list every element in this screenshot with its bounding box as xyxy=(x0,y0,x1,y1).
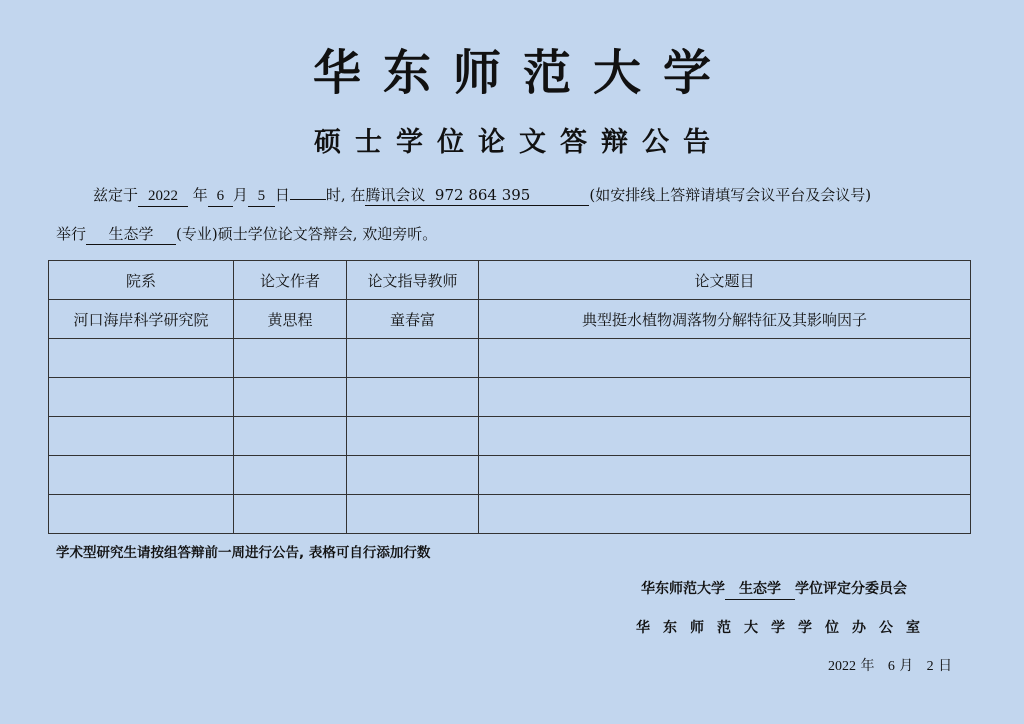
table-cell xyxy=(479,378,971,417)
table-cell: 童春富 xyxy=(347,300,479,339)
announcement-major: 生态学 xyxy=(86,225,176,245)
date-day-unit: 日 xyxy=(938,658,953,674)
announcement-major-hint: (专业)硕士学位论文答辩会, 欢迎旁听。 xyxy=(176,225,438,243)
header-advisor: 论文指导教师 xyxy=(347,261,479,300)
table-cell xyxy=(49,378,234,417)
date-year-unit: 年 xyxy=(860,658,875,674)
announcement-line-major xyxy=(56,223,437,245)
header-author: 论文作者 xyxy=(234,261,347,300)
table-cell xyxy=(347,495,479,534)
table-cell xyxy=(234,339,347,378)
table-cell xyxy=(49,339,234,378)
committee-prefix: 华东师范大学 xyxy=(641,581,725,597)
table-cell xyxy=(479,495,971,534)
table-row xyxy=(49,417,971,456)
announcement-prefix: 兹定于 xyxy=(93,186,139,204)
date-month: 6 xyxy=(887,659,895,674)
date-year: 2022 xyxy=(828,659,856,674)
announcement-venue: 腾讯会议 972 864 395 xyxy=(365,186,589,206)
table-cell: 典型挺水植物凋落物分解特征及其影响因子 xyxy=(479,300,971,339)
announcement-day: 5 xyxy=(248,187,275,207)
committee-major: 生态学 xyxy=(725,580,795,600)
table-cell: 黄思程 xyxy=(234,300,347,339)
announcement-hour-unit: 时, 在 xyxy=(325,186,366,204)
table-row xyxy=(49,300,971,339)
table-cell xyxy=(49,495,234,534)
committee-suffix: 学位评定分委员会 xyxy=(795,581,907,597)
table-cell: 河口海岸科学研究院 xyxy=(49,300,234,339)
committee-signature xyxy=(641,578,907,600)
table-cell xyxy=(49,456,234,495)
announcement-month-unit: 月 xyxy=(232,186,248,204)
table-header-row xyxy=(49,261,971,300)
table-row xyxy=(49,456,971,495)
signature-date xyxy=(828,655,952,675)
table-row xyxy=(49,378,971,417)
announcement-month: 6 xyxy=(208,187,233,207)
office-signature: 华东师范大学学位办公室 xyxy=(636,620,933,636)
announcement-day-unit: 日 xyxy=(274,186,290,204)
announcement-venue-hint: (如安排线上答辩请填写会议平台及会议号) xyxy=(589,186,872,204)
footer-note: 学术型研究生请按组答辩前一周进行公告, 表格可自行添加行数 xyxy=(56,545,431,561)
notice-title: 硕士学位论文答辩公告 xyxy=(314,127,724,158)
announcement-year: 2022 xyxy=(138,187,188,207)
announcement-year-unit: 年 xyxy=(192,186,208,204)
table-cell xyxy=(479,417,971,456)
table-cell xyxy=(479,456,971,495)
table-cell xyxy=(347,417,479,456)
table-cell xyxy=(479,339,971,378)
date-day: 2 xyxy=(926,659,934,674)
announcement-line-date xyxy=(93,184,871,207)
table-cell xyxy=(49,417,234,456)
date-month-unit: 月 xyxy=(899,658,914,674)
table-cell xyxy=(347,456,479,495)
university-title: 华东师范大学 xyxy=(312,45,733,101)
thesis-table xyxy=(48,260,971,534)
announcement-held-prefix: 举行 xyxy=(56,225,87,243)
table-row xyxy=(49,495,971,534)
announcement-hour xyxy=(290,199,326,200)
header-thesis-title: 论文题目 xyxy=(479,261,971,300)
table-cell xyxy=(234,417,347,456)
table-cell xyxy=(234,456,347,495)
table-cell xyxy=(234,378,347,417)
table-row xyxy=(49,339,971,378)
table-cell xyxy=(347,339,479,378)
table-cell xyxy=(347,378,479,417)
header-department: 院系 xyxy=(49,261,234,300)
table-cell xyxy=(234,495,347,534)
